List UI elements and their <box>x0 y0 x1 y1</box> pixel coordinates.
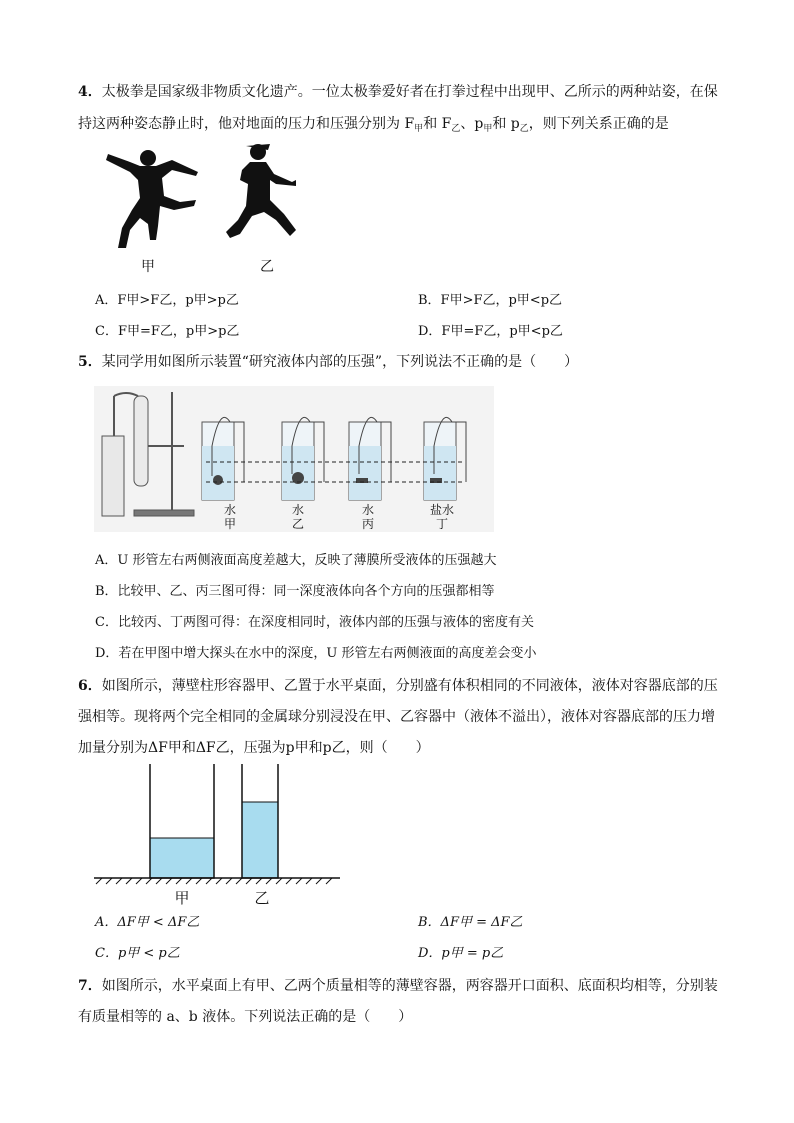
q5-option-d[interactable]: D．若在甲图中增大探头在水中的深度，U 形管左右两侧液面的高度差会变小 <box>95 646 537 661</box>
q7-line2: 有质量相等的 a、b 液体。下列说法正确的是（ ） <box>78 1009 413 1025</box>
q5-label-name-yi: 乙 <box>291 517 304 531</box>
q5-number: 5． <box>78 354 102 370</box>
q7-line1: 7．如图所示，水平桌面上有甲、乙两个质量相等的薄壁容器，两容器开口面积、底面积均相等，分别装 <box>78 978 718 994</box>
liquid-yi <box>242 802 278 878</box>
q5-option-c[interactable]: C．比较丙、丁两图可得：在深度相同时，液体内部的压强与液体的密度有关 <box>95 615 534 630</box>
q4-line1: 4．太极拳是国家级非物质文化遗产。一位太极拳爱好者在打拳过程中出现甲、乙所示的两种站姿，在保 <box>78 84 718 100</box>
q4-line2: 持这两种姿态静止时，他对地面的压力和压强分别为 $F_甲$和 $F_乙$、$p_甲$和 $p_乙$，则下列关系正确的是 <box>78 116 669 134</box>
q4-option-d[interactable]: D．F甲=F乙，p甲<p乙 <box>418 324 563 339</box>
taichi-stance-yi <box>226 144 296 238</box>
q6-line2: 强相等。现将两个完全相同的金属球分别浸没在甲、乙容器中（液体不溢出），液体对容器底部的压力增 <box>78 709 715 725</box>
q6-line3: 加量分别为ΔF甲和ΔF乙，压强为p甲和p乙，则（ ） <box>78 740 430 756</box>
q6-option-d[interactable]: D．p甲 = p乙 <box>418 946 504 961</box>
q5-label-name-ding: 丁 <box>435 517 448 531</box>
q5-option-a[interactable]: A．U 形管左右两侧液面高度差越大，反映了薄膜所受液体的压强越大 <box>95 553 497 568</box>
table-hatching <box>96 878 332 884</box>
q7-number: 7． <box>78 978 102 994</box>
q6-option-c[interactable]: C．p甲 < p乙 <box>95 946 180 961</box>
taichi-figure <box>100 140 310 280</box>
q5-label-liquid-bing: 水 <box>361 503 374 517</box>
q4-option-b[interactable]: B．F甲>F乙，p甲<p乙 <box>418 293 563 308</box>
containers-figure <box>90 762 346 892</box>
q4-label-jia: 甲 <box>141 259 155 275</box>
q6-label-yi: 乙 <box>254 889 270 907</box>
q4-label-yi: 乙 <box>260 259 274 275</box>
q5-label-liquid-yi: 水 <box>291 503 304 517</box>
q5-stem: 5．某同学用如图所示装置“研究液体内部的压强”，下列说法不正确的是（ ） <box>78 354 579 370</box>
q5-label-liquid-ding: 盐水 <box>429 503 454 517</box>
q5-label-name-jia: 甲 <box>223 517 236 531</box>
q4-option-a[interactable]: A．F甲>F乙，p甲>p乙 <box>95 293 239 308</box>
q4-option-c[interactable]: C．F甲=F乙，p甲>p乙 <box>95 324 240 339</box>
q6-number: 6． <box>78 678 102 694</box>
q5-option-b[interactable]: B．比较甲、乙、丙三图可得：同一深度液体向各个方向的压强都相等 <box>95 584 495 599</box>
q6-option-b[interactable]: B．ΔF甲 = ΔF乙 <box>418 915 523 930</box>
q6-line1: 6．如图所示，薄壁柱形容器甲、乙置于水平桌面，分别盛有体积相同的不同液体，液体对容器底部的压 <box>78 678 718 694</box>
q4-number: 4． <box>78 84 102 100</box>
q5-label-liquid-jia: 水 <box>223 503 236 517</box>
taichi-stance-jia <box>106 150 198 248</box>
q6-label-jia: 甲 <box>174 889 190 907</box>
q5-label-name-bing: 丙 <box>361 517 374 531</box>
liquid-jia <box>150 838 214 878</box>
q6-option-a[interactable]: A．ΔF甲 < ΔF乙 <box>95 915 200 930</box>
